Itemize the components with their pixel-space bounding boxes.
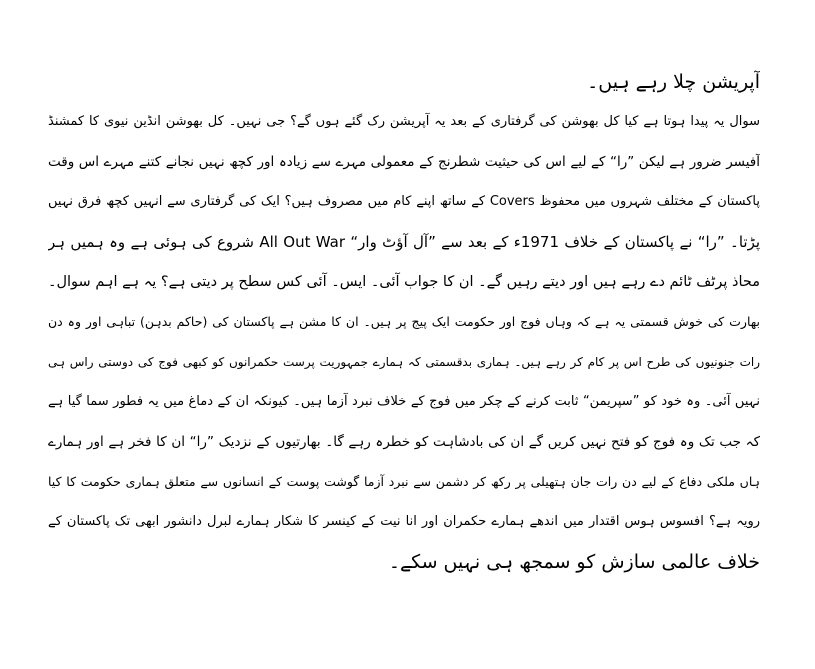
- text-line-5: پڑتا۔ ”را“ نے پاکستان کے خلاف 1971ء کے بعد سے ”آل آؤٹ وار“ All Out War شروع کی ہوئی ہے وہ ہمیں ہر: [48, 233, 760, 251]
- text-line-2: سوال یہ پیدا ہوتا ہے کیا کل بھوشن کی گرفتاری کے بعد یہ آپریشن رک گئے ہوں گے؟ جی نہیں۔ کل بھوشن انڈین نیوی کا کمشنڈ: [48, 114, 760, 129]
- text-line-6: محاذ پرٹف ٹائم دے رہے ہیں اور دیتے رہیں گے۔ ان کا جواب آئی۔ ایس۔ آئی کس سطح پر دیتی ہے؟ یہ ہے اہم سوال۔: [48, 274, 760, 290]
- text-line-9: نہیں آئی۔ وہ خود کو ”سپریمن“ ثابت کرنے کے چکر میں فوج کے خلاف نبرد آزما ہیں۔ کیونکہ ان کے دماغ میں یہ فطور سما گیا ہے: [48, 394, 760, 409]
- text-line-10: کہ جب تک وہ فوج کو فتح نہیں کریں گے ان کی بادشاہت کو خطرہ رہے گا۔ بھارتیوں کے نزدیک ”را“ ان کا فخر ہے اور ہمارے: [48, 434, 760, 450]
- text-line-7: بھارت کی خوش قسمتی یہ ہے کہ وہاں فوج اور حکومت ایک پیج پر ہیں۔ ان کا مشن ہے پاکستان کی (حاکم بدہن) تباہی اور وہ دن: [48, 314, 760, 329]
- text-line-3: آفیسر ضرور ہے لیکن ”را“ کے لیے اس کی حیثیت شطرنج کے معمولی مہرے سے زیادہ اور کچھ نہیں نجانے کتنے مہرے اس وقت: [48, 154, 760, 170]
- text-line-11: ہاں ملکی دفاع کے لیے دن رات جان ہتھیلی پر رکھ کر دشمن سے نبرد آزما گوشت پوست کے انسانوں سے متعلق ہماری حکومت کا کیا: [48, 474, 760, 489]
- text-line-4: پاکستان کے مختلف شہروں میں محفوظ Covers کے ساتھ اپنے کام میں مصروف ہیں؟ ایک کی گرفتاری سے انہیں کچھ فرق نہیں: [48, 194, 760, 209]
- text-line-8: رات جنونیوں کی طرح اس پر کام کر رہے ہیں۔ ہماری بدقسمتی کہ ہمارے جمہوریت پرست حکمرانوں کو کبھی فوج کی دوستی راس ہی: [48, 355, 760, 369]
- text-line-12: رویہ ہے؟ افسوس ہوس اقتدار میں اندھے ہمارے حکمران اور انا نیت کے کینسر کا شکار ہمارے لبرل دانشور ابھی تک پاکستان کے: [48, 514, 760, 529]
- text-line-13: خلاف عالمی سازش کو سمجھ ہی نہیں سکے۔: [388, 551, 760, 573]
- text-line-1: آپریشن چلا رہے ہیں۔: [587, 71, 760, 93]
- urdu-text-body: [48, 62, 760, 582]
